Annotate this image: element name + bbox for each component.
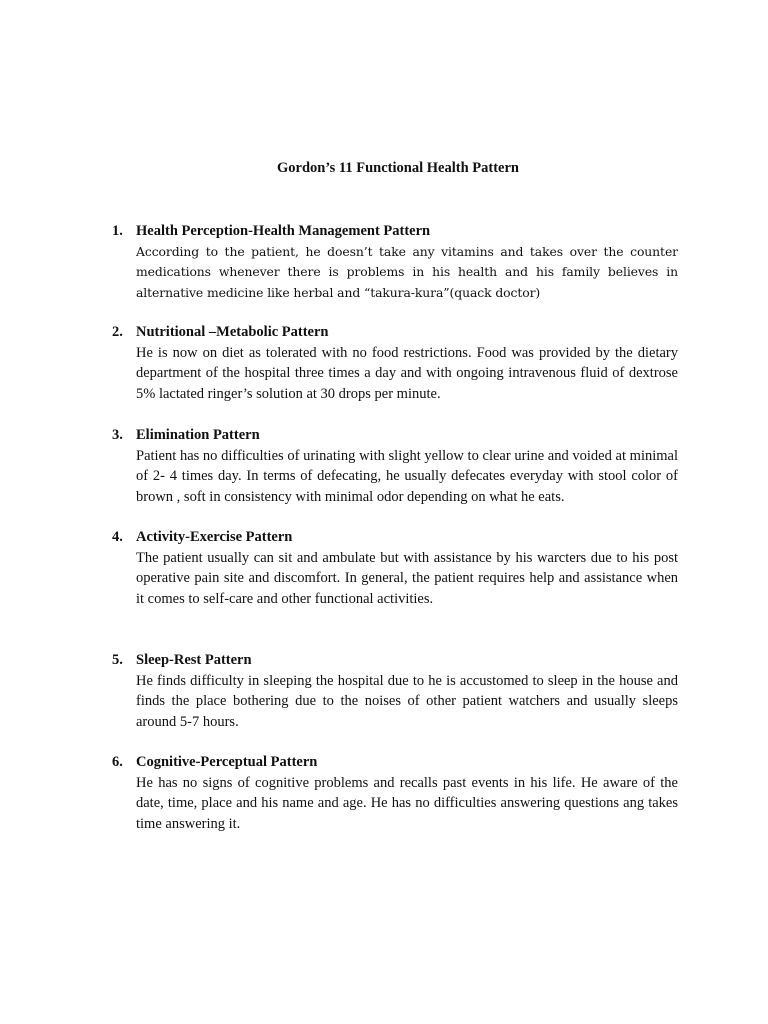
pattern-heading: Activity-Exercise Pattern	[136, 529, 293, 545]
pattern-number: 1.	[112, 223, 123, 239]
pattern-body: He is now on diet as tolerated with no food restrictions. Food was provided by the dietary department of the hospital three times a day and with ongoing intravenous fluid of dextrose 5% lactated ringer’s solution at 30 drops per minute.	[136, 344, 678, 402]
pattern-heading: Cognitive-Perceptual Pattern	[136, 754, 318, 770]
pattern-body: The patient usually can sit and ambulate but with assistance by his warcters due to his post operative pain site and discomfort. In general, the patient requires help and assistance when it comes to self-care and other functional activities.	[136, 549, 678, 607]
pattern-item-3	[112, 425, 678, 507]
pattern-body: He finds difficulty in sleeping the hospital due to he is accustomed to sleep in the house and finds the place bothering due to the noises of other patient watchers and usually sleeps around 5-7 hours.	[136, 672, 678, 730]
pattern-heading: Nutritional –Metabolic Pattern	[136, 324, 329, 340]
pattern-item-4	[112, 527, 678, 609]
pattern-body: Patient has no difficulties of urinating with slight yellow to clear urine and voided at minimal of 2- 4 times day. In terms of defecating, he usually defecates everyday with stool color of brown , soft in consistency with minimal odor depending on what he eats.	[136, 447, 678, 505]
pattern-item-2	[112, 322, 678, 404]
pattern-item-6	[112, 752, 678, 834]
pattern-number: 2.	[112, 324, 123, 340]
pattern-item-5	[112, 650, 678, 732]
pattern-number: 5.	[112, 652, 123, 668]
pattern-number: 3.	[112, 427, 123, 443]
pattern-number: 4.	[112, 529, 123, 545]
document-title: Gordon’s 11 Functional Health Pattern	[277, 160, 519, 176]
pattern-number: 6.	[112, 754, 123, 770]
pattern-heading: Sleep-Rest Pattern	[136, 652, 252, 668]
pattern-body: According to the patient, he doesn’t take any vitamins and takes over the counter medications whenever there is problems in his health and his family believes in alternative medicine like herbal and “takura-kura”(quack doctor)	[136, 243, 678, 300]
pattern-item-1	[112, 221, 678, 303]
pattern-heading: Health Perception-Health Management Pattern	[136, 223, 431, 239]
pattern-heading: Elimination Pattern	[136, 427, 260, 443]
pattern-body: He has no signs of cognitive problems and recalls past events in his life. He aware of the date, time, place and his name and age. He has no difficulties answering questions ang takes time answering it.	[136, 774, 678, 832]
